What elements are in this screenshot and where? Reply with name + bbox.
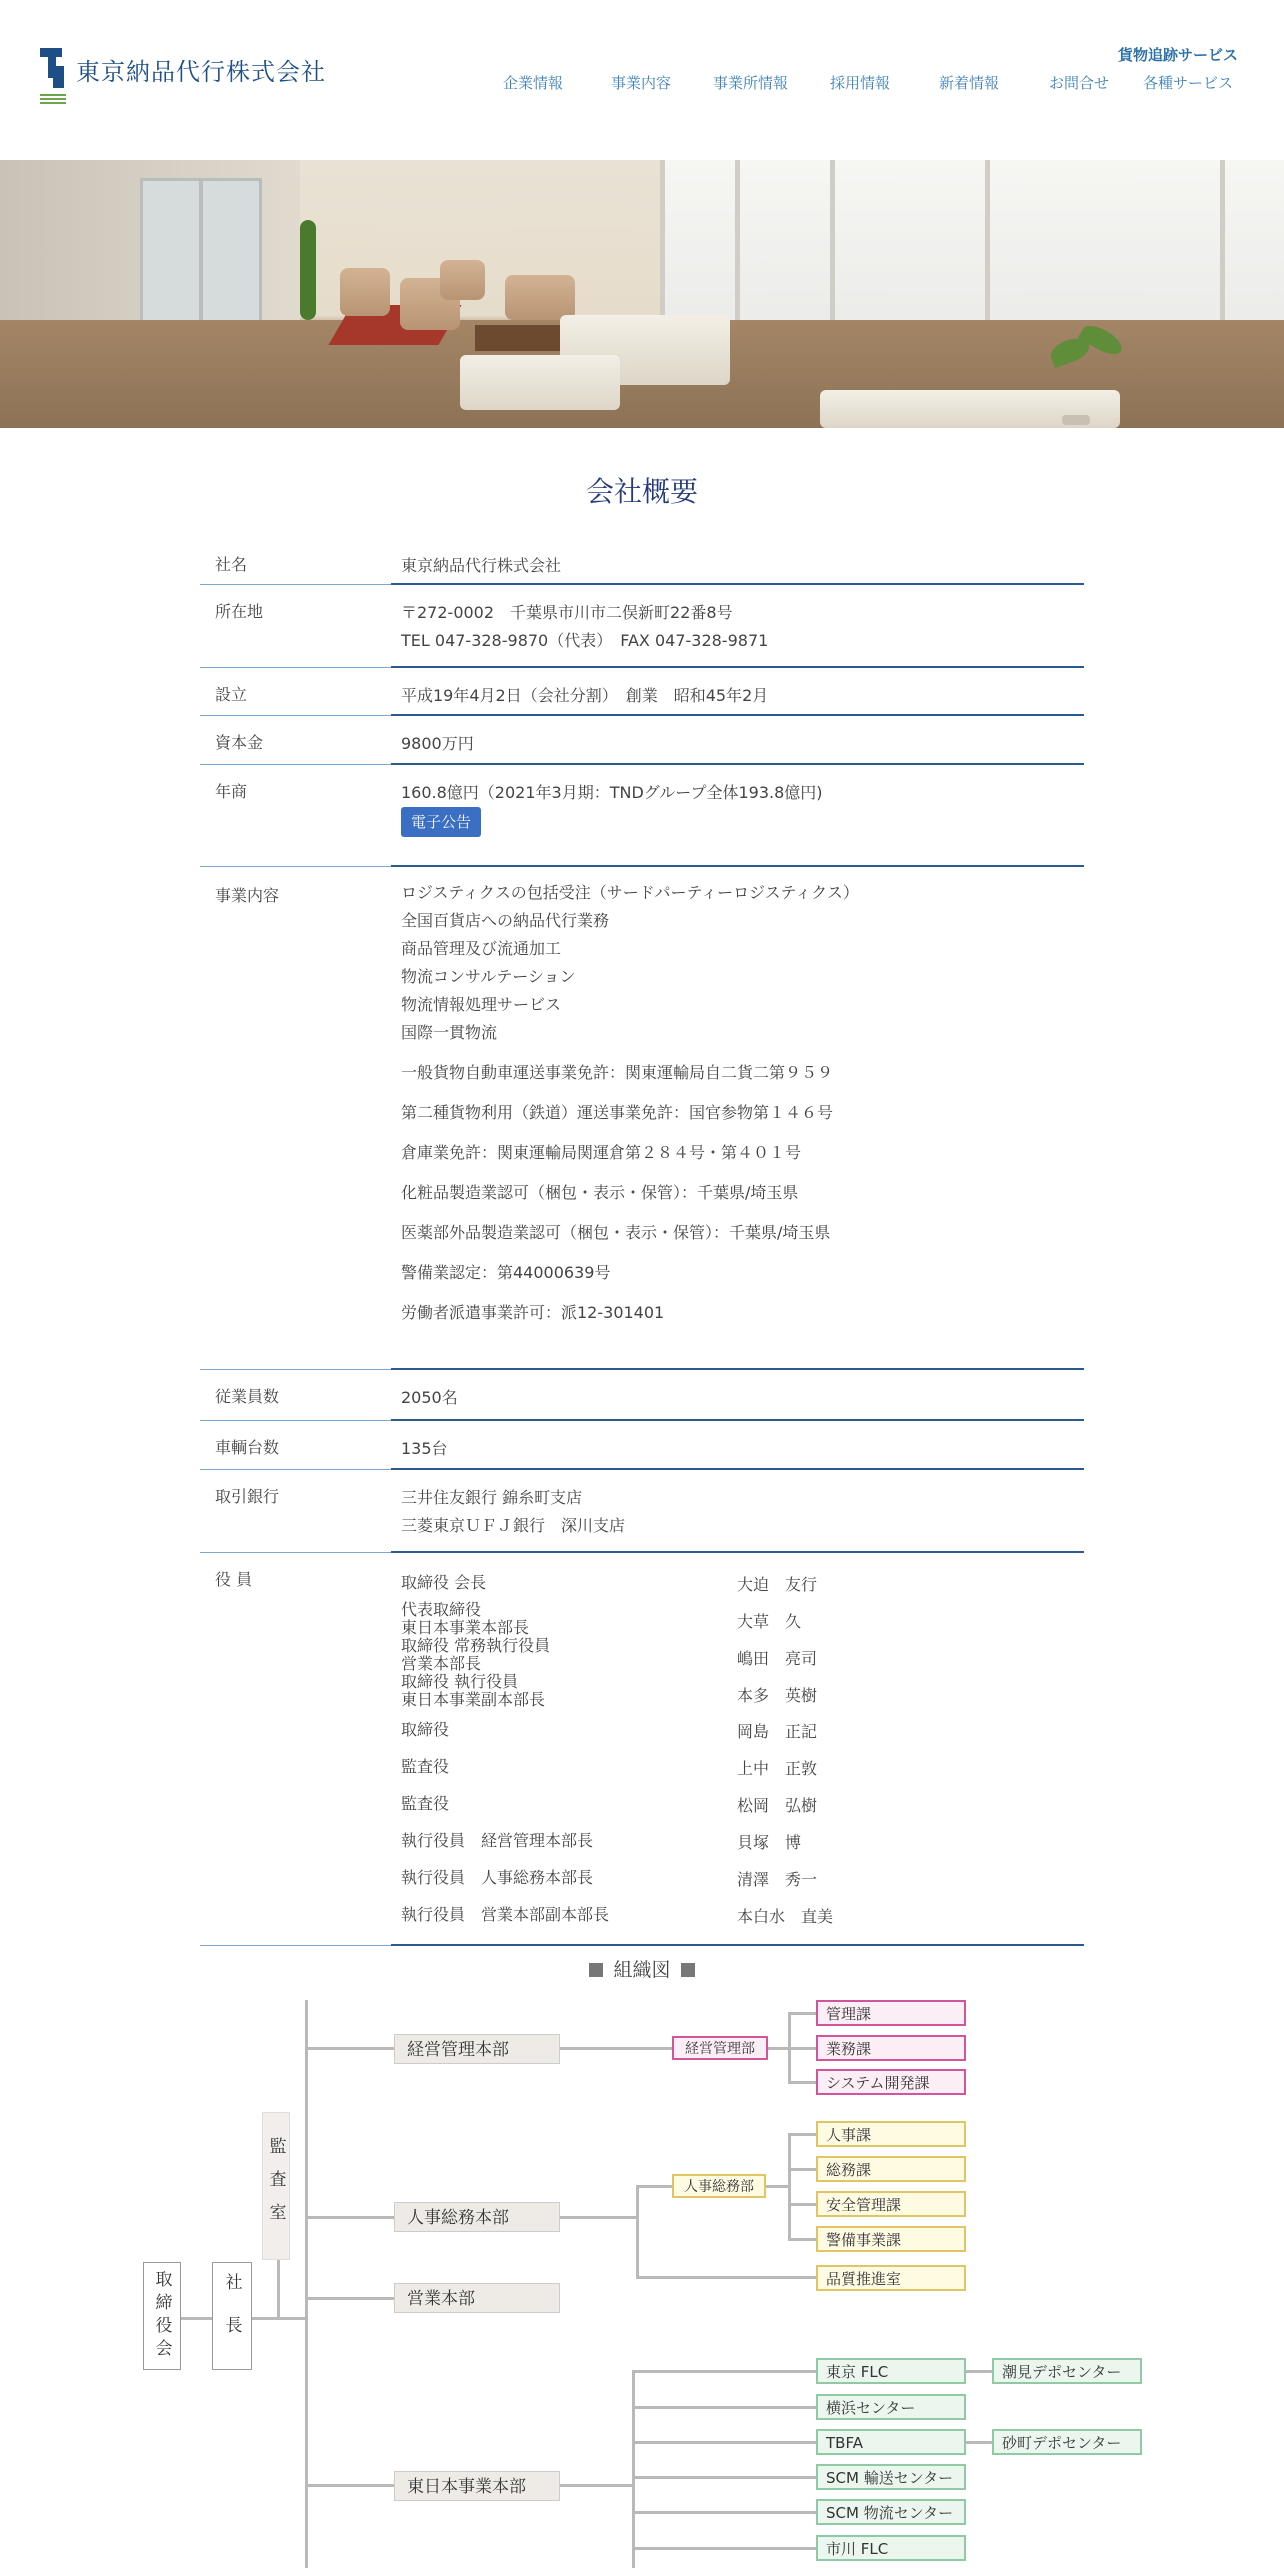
officer-role: 取締役 会長 [401,1573,487,1592]
board-of-directors-box: 取締役会 [143,2262,181,2370]
quality-office: 品質推進室 [816,2265,966,2291]
hero-image-lobby [0,160,1284,428]
label-business: 事業内容 [215,886,280,905]
electronic-notice-button[interactable]: 電子公告 [401,807,481,837]
row-employees [200,1370,1084,1421]
label-address: 所在地 [215,602,264,621]
license-item: 第二種貨物利用（鉄道）運送事業免許：国官参物第１４６号 [401,1103,834,1122]
hq-east-japan: 東日本事業本部 [394,2471,560,2501]
value-phone-fax: TEL 047-328-9870（代表） FAX 047-328-9871 [401,631,769,650]
value-bank: 三井住友銀行 錦糸町支店 [401,1488,583,1507]
officer-name: 松岡 弘樹 [737,1796,818,1815]
row-officers [200,1553,1084,1946]
row-sales [200,765,1084,867]
label-capital: 資本金 [215,733,264,752]
hq-management: 経営管理本部 [394,2034,560,2064]
value-vehicles: 135台 [401,1439,448,1458]
value-employees: 2050名 [401,1388,458,1407]
officer-name: 本多 英樹 [737,1686,818,1705]
section-item: 総務課 [816,2156,966,2182]
label-sales: 年商 [215,782,248,801]
depot-item: 潮見デポセンター [992,2358,1142,2384]
label-vehicles: 車輌台数 [215,1438,280,1457]
site-header [0,0,1284,160]
license-item: 労働者派遣事業許可：派12-301401 [401,1303,665,1322]
center-item: TBFA [816,2429,966,2455]
business-item: ロジスティクスの包括受注（サードパーティーロジスティクス） [401,883,859,902]
value-capital: 9800万円 [401,734,474,753]
value-bank: 三菱東京ＵＦＪ銀行 深川支店 [401,1516,626,1535]
officer-name: 本白水 直美 [737,1907,834,1926]
section-item: 警備事業課 [816,2226,966,2252]
center-item: SCM 物流センター [816,2499,966,2525]
square-icon [681,1963,695,1977]
nav-item-news[interactable]: 新着情報 [939,74,1000,92]
company-name: 東京納品代行株式会社 [76,57,326,86]
page-title: 会社概要 [585,475,698,508]
row-address [200,585,1084,668]
nav-item-contact[interactable]: お問合せ [1049,74,1110,92]
officer-role: 監査役 [401,1794,450,1813]
center-item: SCM 輸送センター [816,2464,966,2490]
officer-name: 貝塚 博 [737,1833,802,1852]
depot-item: 砂町デポセンター [992,2429,1142,2455]
officer-name: 大草 久 [737,1612,802,1631]
officer-role: 代表取締役 東日本事業本部長 [401,1600,530,1637]
value-established: 平成19年4月2日（会社分割） 創業 昭和45年2月 [401,686,769,705]
label-banks: 取引銀行 [215,1487,280,1506]
row-capital [200,716,1084,765]
value-sales: 160.8億円（2021年3月期：TNDグループ全体193.8億円) [401,783,823,802]
officer-role: 監査役 [401,1757,450,1776]
nav-item-business[interactable]: 事業内容 [611,74,672,92]
label-established: 設立 [215,685,248,704]
center-item: 横浜センター [816,2394,966,2420]
center-item: 東京 FLC [816,2358,966,2384]
officer-name: 上中 正敦 [737,1759,818,1778]
hq-sales: 営業本部 [394,2283,560,2313]
hq-hr-general-affairs: 人事総務本部 [394,2202,560,2232]
business-item: 全国百貨店への納品代行業務 [401,911,610,930]
row-vehicles [200,1421,1084,1470]
section-item: 管理課 [816,2000,966,2026]
org-chart-title: 組織図 [613,1959,671,1981]
license-item: 倉庫業免許：関東運輸局関運倉第２８４号・第４０１号 [401,1143,802,1162]
officer-role: 取締役 執行役員 東日本事業副本部長 [401,1672,546,1709]
dept-management: 経営管理部 [672,2036,768,2060]
org-chart [0,1990,1284,2568]
nav-item-recruit[interactable]: 採用情報 [830,74,891,92]
section-item: 人事課 [816,2121,966,2147]
section-item: 業務課 [816,2035,966,2061]
business-item: 物流情報処理サービス [401,995,562,1014]
officer-role: 取締役 常務執行役員 営業本部長 [401,1636,551,1673]
org-chart-heading [0,1955,1284,1982]
audit-office-box: 監査室 [262,2112,290,2260]
nav-item-company[interactable]: 企業情報 [503,74,564,92]
value-address: 〒272-0002 千葉県市川市二俣新町22番8号 [401,603,733,622]
president-box: 社長 [212,2262,252,2370]
officer-name: 岡島 正記 [737,1722,818,1741]
label-company-name: 社名 [215,555,248,574]
license-item: 一般貨物自動車運送事業免許：関東運輸局自二貨二第９５９ [401,1063,834,1082]
nav-item-offices[interactable]: 事業所情報 [713,74,789,92]
license-item: 警備業認定：第44000639号 [401,1263,611,1282]
license-item: 医薬部外品製造業認可（梱包・表示・保管）：千葉県/埼玉県 [401,1223,831,1242]
business-item: 国際一貫物流 [401,1023,498,1042]
business-item: 物流コンサルテーション [401,967,576,986]
officer-role: 執行役員 経営管理本部長 [401,1831,594,1850]
row-company-name [200,538,1084,585]
label-officers: 役 員 [215,1570,253,1589]
officer-role: 執行役員 人事総務本部長 [401,1868,594,1887]
officer-name: 清澤 秀一 [737,1870,818,1889]
dept-hr-general-affairs: 人事総務部 [672,2174,766,2198]
center-item: 市川 FLC [816,2535,966,2561]
section-item: 安全管理課 [816,2191,966,2217]
officer-role: 執行役員 営業本部副本部長 [401,1905,610,1924]
value-company-name: 東京納品代行株式会社 [401,556,562,575]
officer-role: 取締役 [401,1720,450,1739]
label-employees: 従業員数 [215,1387,280,1406]
row-banks [200,1470,1084,1553]
row-established [200,668,1084,716]
cargo-tracking-link[interactable]: 貨物追跡サービス [1117,46,1238,64]
nav-item-services[interactable]: 各種サービス [1143,74,1234,92]
officer-name: 大迫 友行 [737,1575,818,1594]
square-icon [589,1963,603,1977]
business-item: 商品管理及び流通加工 [401,939,562,958]
license-item: 化粧品製造業認可（梱包・表示・保管）：千葉県/埼玉県 [401,1183,799,1202]
section-item: システム開発課 [816,2069,966,2095]
officer-name: 嶋田 亮司 [737,1649,818,1668]
main-nav [0,72,1284,96]
